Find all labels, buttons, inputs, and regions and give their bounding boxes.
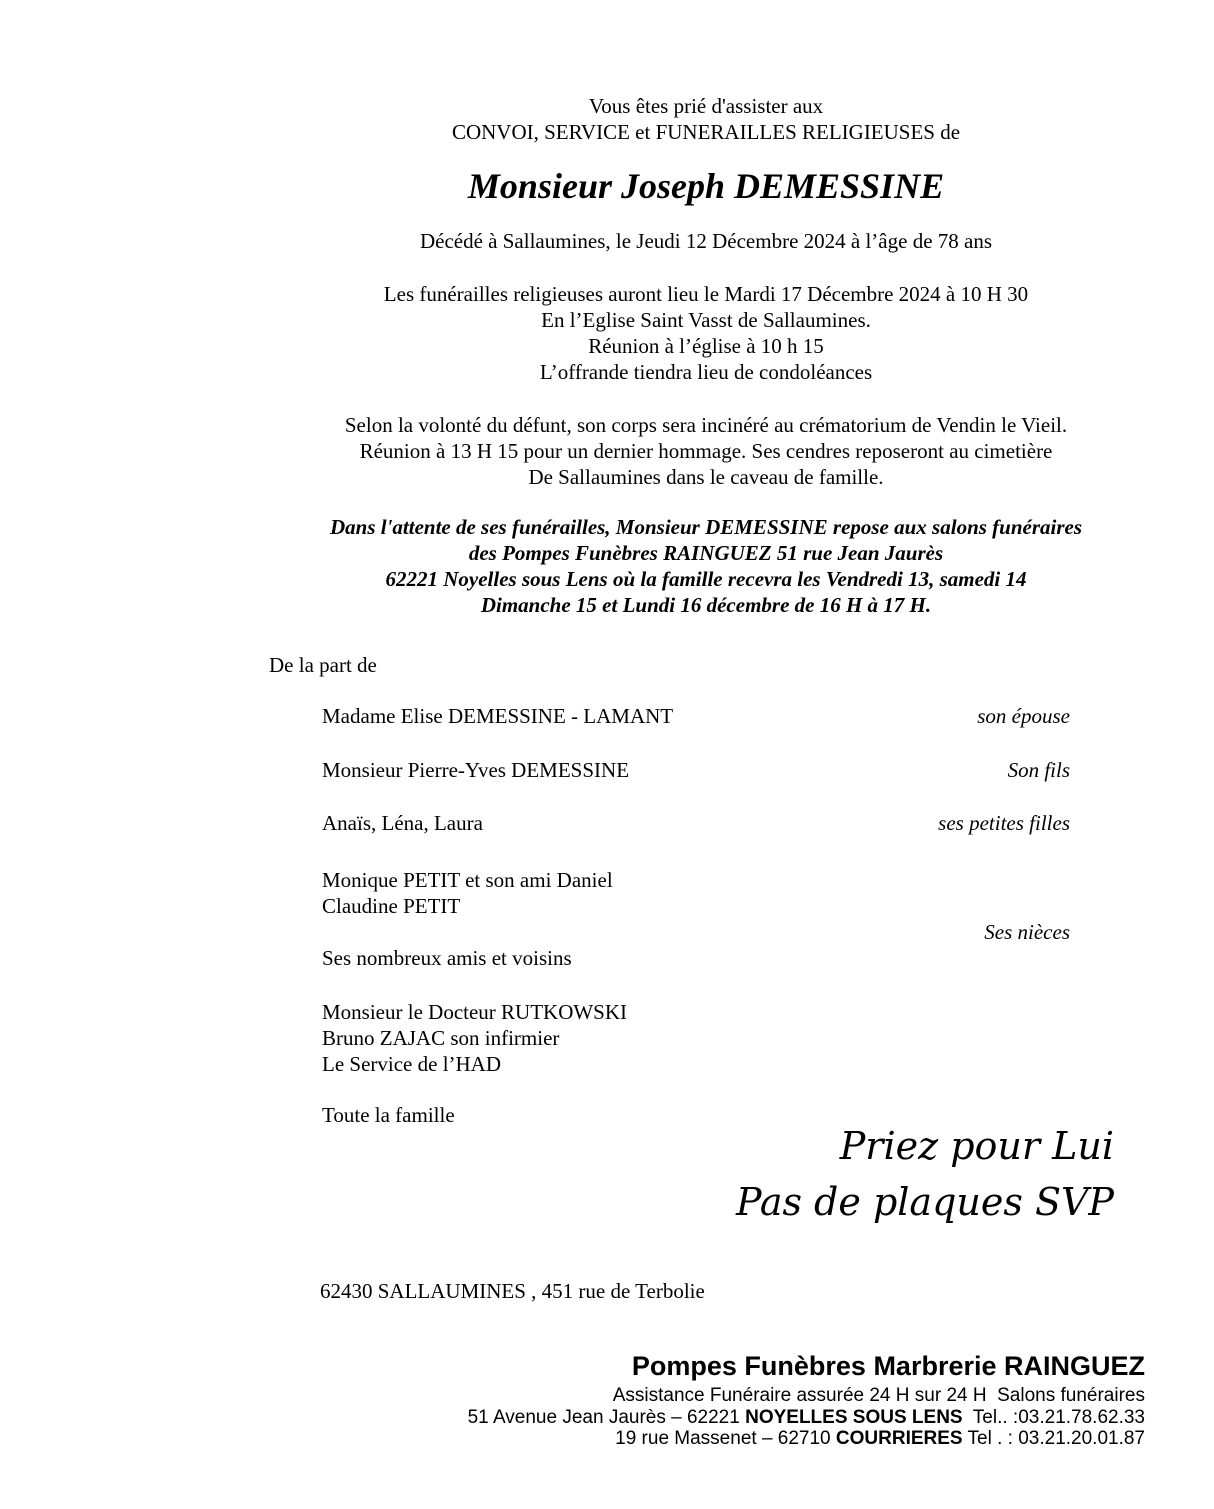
ceremony-line-1: Les funérailles religieuses auront lieu le Mardi 17 Décembre 2024 à 10 H 30	[383, 282, 1029, 306]
funeral-home-services-line: Assistance Funéraire assurée 24 H sur 24 H Salons funéraires	[612, 1385, 1145, 1406]
family-relation-spouse: son épouse	[977, 704, 1070, 728]
family-name-niece-2: Claudine PETIT	[322, 894, 461, 918]
from-label: De la part de	[269, 653, 377, 677]
funeral-home-footer	[300, 1351, 1145, 1450]
courrieres-city: COURRIERES	[835, 1428, 963, 1449]
ceremony-line-4: L’offrande tiendra lieu de condoléances	[539, 360, 873, 384]
repose-block	[196, 514, 1214, 618]
family-friends-line: Ses nombreux amis et voisins	[322, 946, 572, 970]
death-date-line: Décédé à Sallaumines, le Jeudi 12 Décembre 2024 à l’âge de 78 ans	[419, 229, 993, 253]
family-relation-nieces: Ses nièces	[984, 920, 1070, 944]
funeral-home-address-courrieres	[300, 1428, 1145, 1450]
family-name-son: Monsieur Pierre-Yves DEMESSINE	[322, 758, 630, 782]
funeral-home-address-noyelles	[300, 1407, 1145, 1429]
noyelles-phone: Tel.. :03.21.78.62.33	[962, 1406, 1145, 1428]
medical-staff-doctor: Monsieur le Docteur RUTKOWSKI	[322, 1000, 628, 1024]
cremation-line-1: Selon la volonté du défunt, son corps sera incinéré au crématorium de Vendin le Vieil.	[344, 413, 1068, 437]
deceased-name-title: Monsieur Joseph DEMESSINE	[467, 166, 945, 206]
intro-line-2: CONVOI, SERVICE et FUNERAILLES RELIGIEUSES de	[451, 120, 961, 144]
script-pray-line: Priez pour Lui	[839, 1124, 1114, 1168]
family-name-niece-1: Monique PETIT et son ami Daniel	[322, 868, 613, 892]
repose-line-4: Dimanche 15 et Lundi 16 décembre de 16 H à 17 H.	[480, 593, 932, 617]
family-name-spouse: Madame Elise DEMESSINE - LAMANT	[322, 704, 674, 728]
repose-line-2: des Pompes Funèbres RAINGUEZ 51 rue Jean Jaurès	[468, 541, 944, 565]
ceremony-block	[196, 281, 1214, 385]
home-address-line: 62430 SALLAUMINES , 451 rue de Terbolie	[320, 1279, 705, 1303]
noyelles-address-prefix: 51 Avenue Jean Jaurès – 62221	[467, 1406, 746, 1428]
noyelles-city: NOYELLES SOUS LENS	[745, 1406, 963, 1428]
family-names-nieces	[322, 867, 613, 919]
medical-staff-had: Le Service de l’HAD	[322, 1052, 502, 1076]
whole-family-line: Toute la famille	[322, 1103, 455, 1127]
medical-staff-block	[322, 999, 627, 1077]
ceremony-line-2: En l’Eglise Saint Vasst de Sallaumines.	[541, 308, 871, 332]
intro-block	[196, 93, 1214, 145]
ceremony-line-3: Réunion à l’église à 10 h 15	[588, 334, 824, 358]
medical-staff-nurse: Bruno ZAJAC son infirmier	[322, 1026, 560, 1050]
script-no-plaques-line: Pas de plaques SVP	[735, 1180, 1114, 1224]
cremation-line-3: De Sallaumines dans le caveau de famille.	[528, 465, 884, 489]
family-name-granddaughters: Anaïs, Léna, Laura	[322, 811, 483, 835]
repose-line-1: Dans l'attente de ses funérailles, Monsieur DEMESSINE repose aux salons funéraires	[329, 515, 1083, 539]
repose-line-3: 62221 Noyelles sous Lens où la famille recevra les Vendredi 13, samedi 14	[385, 567, 1027, 591]
intro-line-1: Vous êtes prié d'assister aux	[588, 94, 824, 118]
family-relation-son: Son fils	[1007, 758, 1070, 782]
courrieres-phone: Tel . : 03.21.20.01.87	[962, 1428, 1145, 1449]
courrieres-address-prefix: 19 rue Massenet – 62710	[615, 1428, 836, 1449]
cremation-block	[196, 412, 1214, 490]
family-relation-granddaughters: ses petites filles	[938, 811, 1070, 835]
cremation-line-2: Réunion à 13 H 15 pour un dernier hommage. Ses cendres reposeront au cimetière	[359, 439, 1053, 463]
funeral-home-name: Pompes Funèbres Marbrerie RAINGUEZ	[631, 1351, 1145, 1381]
